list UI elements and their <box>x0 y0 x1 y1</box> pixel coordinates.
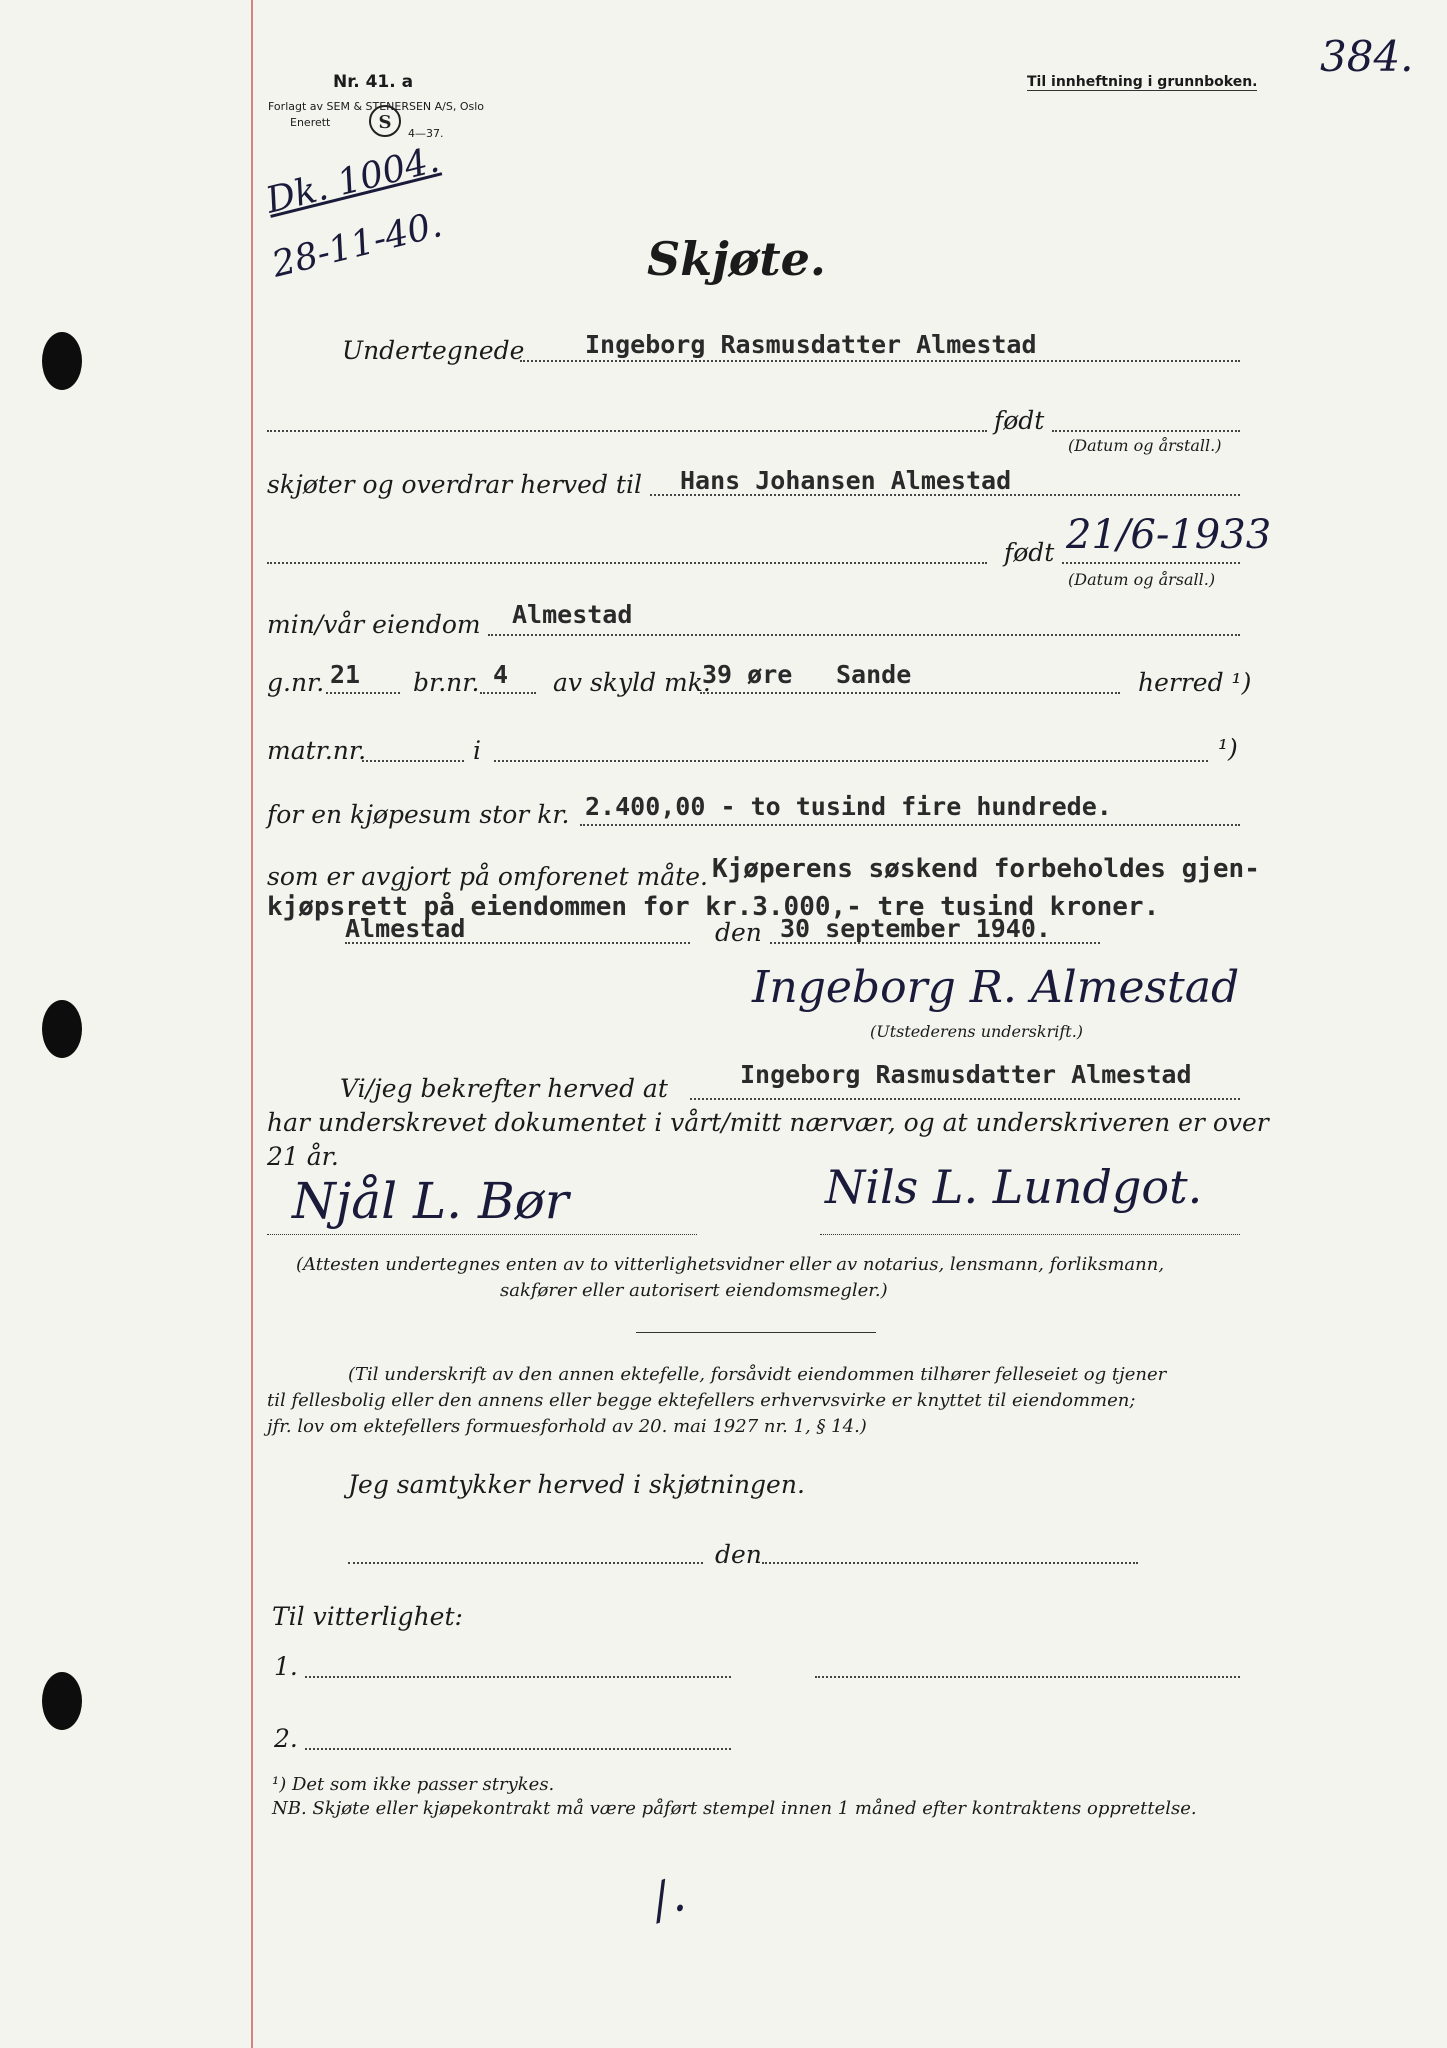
date-value: 30 september 1940. <box>780 914 1051 943</box>
witness-signature-2: Nils L. Lundgot. <box>825 1160 1203 1214</box>
skyld-label: av skyld mk. <box>553 668 711 697</box>
fodt-line-1-left <box>267 430 987 432</box>
brnr-line <box>480 692 536 694</box>
kjopesum-label: for en kjøpesum stor kr. <box>267 800 570 829</box>
confirm-label: Vi/jeg bekrefter herved at <box>340 1074 668 1103</box>
matr-line-1 <box>362 760 464 762</box>
place-value: Almestad <box>345 914 466 943</box>
skyld-value: 39 øre <box>702 660 793 689</box>
issuer-note: (Utstederens underskrift.) <box>870 1022 1084 1041</box>
footnote-2: NB. Skjøte eller kjøpekontrakt må være påført stempel innen 1 måned efter kontraktens opprettelse. <box>272 1798 1197 1819</box>
confirm-text-2: 21 år. <box>267 1142 339 1171</box>
punch-hole-top <box>42 332 82 390</box>
avgjort-value-2: kjøpsrett på eiendommen for kr.3.000,- tre tusind kroner. <box>267 892 1160 922</box>
fodt-line-1-right <box>1052 430 1240 432</box>
fodt-label-2: født <box>1004 538 1055 567</box>
margin-rule <box>251 0 253 2048</box>
avgjort-label: som er avgjort på omforenet måte. <box>267 862 708 891</box>
registration-date: 28-11-40. <box>268 204 446 286</box>
eiendom-label: min/vår eiendom <box>267 610 481 639</box>
witness-2-number: 2. <box>274 1724 298 1753</box>
brnr-value: 4 <box>493 660 509 689</box>
svg-text:S: S <box>378 112 392 133</box>
kjopesum-value: 2.400,00 - to tusind fire hundrede. <box>585 792 1112 821</box>
spouse-note-2: til fellesbolig eller den annens eller begge ektefellers erhvervsvirke er knyttet til eiendommen; <box>267 1390 1136 1411</box>
publisher-line-2: Enerett <box>290 116 331 129</box>
registration-number: Dk. 1004. <box>262 139 444 222</box>
matr-i: i <box>473 736 481 765</box>
vitterlighet-label: Til vitterlighet: <box>272 1602 463 1631</box>
gnr-line <box>326 692 400 694</box>
den-label: den <box>715 918 762 947</box>
fodt-label-1: født <box>994 406 1045 435</box>
attest-note-2: sakfører eller autorisert eiendomsmegler.) <box>500 1280 888 1301</box>
brnr-label: br.nr. <box>413 668 480 697</box>
confirm-line <box>690 1098 1240 1100</box>
witness-line-1 <box>267 1234 697 1235</box>
witness-signature-1: Njål L. Bør <box>292 1172 569 1230</box>
datum-note-1: (Datum og årstall.) <box>1068 436 1222 455</box>
herred-label: herred ¹) <box>1138 668 1252 697</box>
witness-1-number: 1. <box>274 1652 298 1681</box>
footnote-1: ¹) Det som ikke passer strykes. <box>272 1774 555 1795</box>
section-divider <box>636 1332 876 1333</box>
fodt-line-2-left <box>267 562 987 564</box>
spouse-den-label: den <box>715 1540 762 1569</box>
witness-1-line-left <box>305 1676 731 1678</box>
spouse-place-line <box>348 1562 703 1564</box>
confirm-value: Ingeborg Rasmusdatter Almestad <box>740 1060 1192 1089</box>
bottom-mark: /. <box>643 1866 693 1930</box>
matr-note: ¹) <box>1218 734 1238 763</box>
document-title: Skjøte. <box>647 232 826 286</box>
publisher-logo-icon <box>368 104 402 138</box>
kjopesum-line <box>580 824 1240 826</box>
gnr-label: g.nr. <box>267 668 325 697</box>
skjoter-label: skjøter og overdrar herved til <box>267 470 642 499</box>
form-date: 4—37. <box>408 127 444 140</box>
eiendom-line <box>488 634 1240 636</box>
consent-text: Jeg samtykker herved i skjøtningen. <box>348 1470 805 1499</box>
issuer-signature: Ingeborg R. Almestad <box>752 962 1240 1013</box>
skjoter-value: Hans Johansen Almestad <box>680 466 1012 495</box>
witness-line-2 <box>820 1234 1240 1235</box>
avgjort-value-1: Kjøperens søskend forbeholdes gjen- <box>712 854 1260 884</box>
matr-label: matr.nr. <box>267 736 367 765</box>
undertegnede-label: Undertegnede <box>342 336 525 365</box>
fodt-value-2: 21/6-1933 <box>1066 512 1272 558</box>
undertegnede-value: Ingeborg Rasmusdatter Almestad <box>585 330 1037 359</box>
punch-hole-bottom <box>42 1672 82 1730</box>
herred-value: Sande <box>836 660 912 689</box>
spouse-date-line <box>762 1562 1138 1564</box>
spouse-note-1: (Til underskrift av den annen ektefelle, forsåvidt eiendommen tilhører felleseiet og tjener <box>348 1364 1167 1385</box>
eiendom-value: Almestad <box>512 600 633 629</box>
publisher-line-1: Forlagt av SEM & STENERSEN A/S, Oslo <box>268 100 485 113</box>
witness-2-line-left <box>305 1748 731 1750</box>
spouse-note-3: jfr. lov om ektefellers formuesforhold av 20. mai 1927 nr. 1, § 14.) <box>267 1416 867 1437</box>
punch-hole-middle <box>42 1000 82 1058</box>
page-number: 384. <box>1320 32 1414 81</box>
skyld-line <box>700 692 1120 694</box>
datum-note-2: (Datum og årsall.) <box>1068 570 1216 589</box>
fodt-line-2-right <box>1062 562 1240 564</box>
confirm-text-1: har underskrevet dokumentet i vårt/mitt nærvær, og at underskriveren er over <box>267 1108 1269 1137</box>
undertegnede-line <box>520 360 1240 362</box>
gnr-value: 21 <box>330 660 361 689</box>
matr-line-2 <box>494 760 1208 762</box>
attest-note-1: (Attesten undertegnes enten av to vitterlighetsvidner eller av notarius, lensmann, forliksmann, <box>296 1254 1165 1275</box>
form-number: Nr. 41. a <box>333 72 414 92</box>
top-right-note: Til innheftning i grunnboken. <box>1027 74 1258 90</box>
witness-1-line-right <box>815 1676 1240 1678</box>
